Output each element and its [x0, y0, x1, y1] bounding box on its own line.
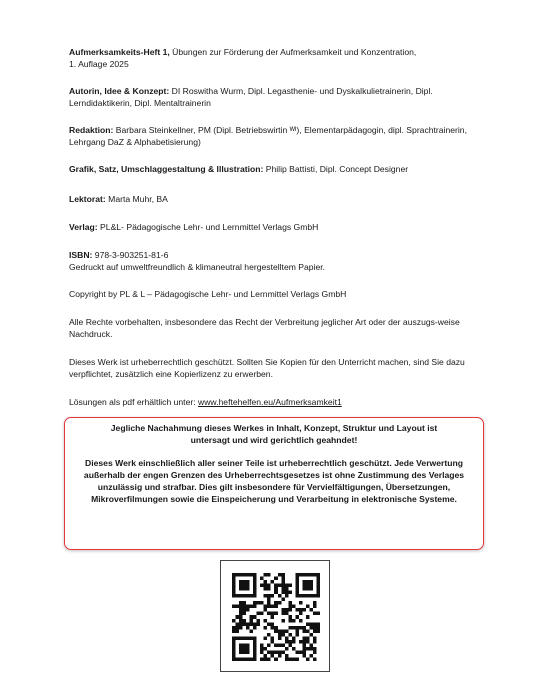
protected-line: Dieses Werk ist urheberrechtlich geschützt. Sollten Sie Kopien für den Unterricht machen, sind Sie dazu verpflichtet, zusätzlich eine Kopierlizenz zu erwerben. — [69, 357, 465, 379]
qr-code-frame — [220, 560, 330, 672]
notice-paragraph-1: Jegliche Nachahmung dieses Werkes in Inhalt, Konzept, Struktur und Layout ist untersagt und wird gerichtlich geahndet! — [110, 423, 438, 445]
graphics-line: Grafik, Satz, Umschlaggestaltung & Illustration: Philip Battisti, Dipl. Concept Designer — [69, 164, 409, 174]
publisher-line: Verlag: PL&L- Pädagogische Lehr- und Lernmittel Verlags GmbH — [69, 222, 319, 232]
notice-paragraph-2: Dieses Werk einschließlich aller seiner Teile ist urheberrechtlich geschützt. Jede Verwertung außerhalb der engen Grenzen des Urheberrechtsgesetzes ist ohne Zustimmung des Verlages unzulässig und strafbar. Dies gilt insbesondere für Vervielfältigungen, Übersetzungen, Mikroverfilmungen sowie die Einspeicherung und Verarbeitung in elektronische Systeme. — [83, 458, 465, 504]
rights-line: Alle Rechte vorbehalten, insbesondere das Recht der Verbreitung jeglicher Art oder der auszugs-weise Nachdruck. — [69, 317, 460, 339]
author-line: Autorin, Idee & Konzept: DI Roswitha Wurm, Dipl. Legasthenie- und Dyskalkulietrainerin, Dipl. Lerndidaktikerin, Dipl. Mentaltrainerin — [69, 86, 433, 108]
solutions-line: Lösungen als pdf erhältlich unter: www.heftehelfen.eu/Aufmerksamkeit1 — [69, 397, 342, 407]
title-line: Aufmerksamkeits-Heft 1, Übungen zur Förderung der Aufmerksamkeit und Konzentration, 1. Auflage 2025 — [69, 47, 417, 69]
imprint-block — [69, 46, 489, 408]
copyright-notice-box — [64, 417, 484, 550]
qr-code-icon — [232, 573, 320, 661]
copyright-line: Copyright by PL & L – Pädagogische Lehr- und Lernmittel Verlags GmbH — [69, 289, 347, 299]
solutions-link[interactable]: www.heftehelfen.eu/Aufmerksamkeit1 — [198, 397, 342, 407]
proofreading-line: Lektorat: Marta Muhr, BA — [69, 194, 168, 204]
isbn-line: ISBN: 978-3-903251-81-6 Gedruckt auf umweltfreundlich & klimaneutral hergestelltem Papier. — [69, 250, 326, 272]
editor-line: Redaktion: Barbara Steinkellner, PM (Dipl. Betriebswirtin ᵂᴵ), Elementarpädagogin, dipl. Sprachtrainerin, Lehrgang DaZ & Alphabetisierung) — [69, 125, 467, 147]
